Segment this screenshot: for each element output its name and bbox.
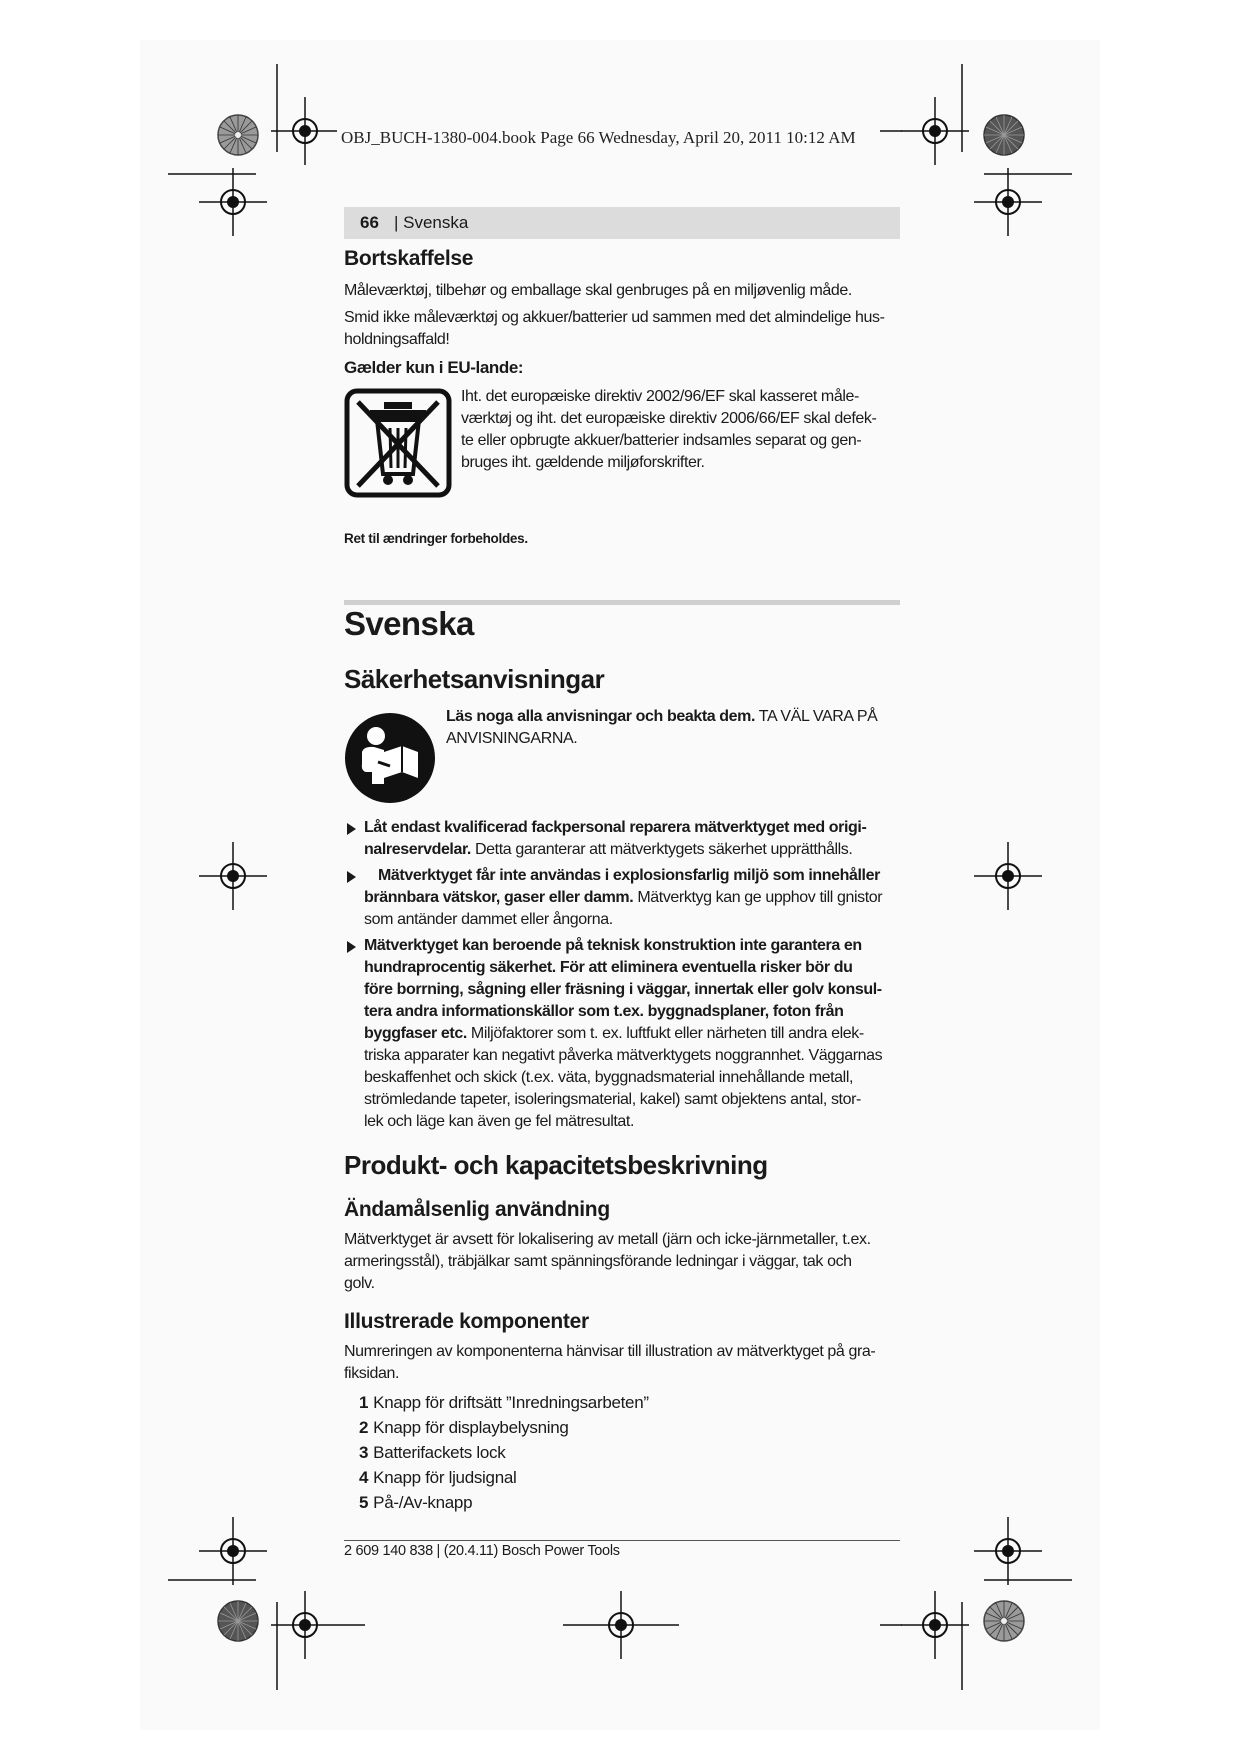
safety-bullet-1: Låt endast kvalificerad fackpersonal reparera mätverktyget med origi- nalreservdelar. Detta garanterar att mätverktygets säkerhet upprätthålls. [344, 817, 900, 861]
list-item: 4 Knapp för ljudsignal [359, 1468, 517, 1487]
disposal-heading: Bortskaffelse [344, 247, 474, 270]
bullet-triangle-icon [347, 941, 356, 953]
read-manual-icon [344, 712, 436, 804]
safety-bullet-2: Mätverktyget får inte användas i explosionsfarlig miljö som innehåller brännbara vätskor, gaser eller damm. Mätverktyg kan ge upphov till gnistor som antänder dammet eller ångorna. [344, 865, 900, 931]
header-language: | Svenska [394, 213, 469, 232]
intended-use-text: Mätverktyget är avsett för lokalisering av metall (järn och icke-järnmetaller, t.ex. armeringsstål), träbjälkar samt spänningsförande ledningar i väggar, tak och golv. [344, 1231, 871, 1292]
components-heading: Illustrerade komponenter [344, 1310, 589, 1333]
read-instructions-text: Läs noga alla anvisningar och beakta dem. TA VÄL VARA PÅ ANVISNINGARNA. [446, 708, 878, 747]
disposal-paragraph-2-line-1: Smid ikke måleværktøj og akkuer/batterier ud sammen med det almindelige hus- [344, 309, 885, 326]
disposal-paragraph-2-line-2: holdningsaffald! [344, 331, 450, 348]
list-item: 3 Batterifackets lock [359, 1443, 506, 1462]
disposal-paragraph-1: Måleværktøj, tilbehør og emballage skal genbruges på en miljøvenlig måde. [344, 282, 852, 299]
list-item: 5 På-/Av-knapp [359, 1493, 473, 1512]
weee-bin-icon [344, 388, 452, 498]
safety-heading: Säkerhetsanvisningar [344, 664, 605, 694]
safety-bullet-3: Mätverktyget kan beroende på teknisk konstruktion inte garantera en hundraprocentig säkerhet. För att eliminera eventuella risker bör du före borrning, sågning eller fräsning i väggar, innertak eller golv konsul- tera andra informationskällor som t.ex. byggnadsplaner, foton från byggfaser etc. Miljöfaktorer som t. ex. luftfukt eller närheten till andra elek- triska apparater kan negativt påverka mätverktygets noggrannhet. Väggarnas beskaffenhet och skick (t.ex. väta, byggnadsmaterial innehållande metall, strömledande tapeter, isoleringsmaterial, kakel) samt objektens antal, stor- lek och läge kan även ge fel mätresultat. [344, 935, 900, 1133]
book-info-line: OBJ_BUCH-1380-004.book Page 66 Wednesday, April 20, 2011 10:12 AM [337, 128, 860, 148]
list-item: 1 Knapp för driftsätt ”Inredningsarbeten” [359, 1393, 649, 1412]
components-intro: Numreringen av komponenterna hänvisar till illustration av mätverktyget på gra- fiksidan. [344, 1343, 876, 1382]
product-heading: Produkt- och kapacitetsbeskrivning [344, 1150, 768, 1180]
eu-heading: Gælder kun i EU-lande: [344, 358, 524, 377]
bullet-triangle-icon [347, 871, 356, 883]
footer-rule [344, 1540, 900, 1541]
bullet-triangle-icon [347, 823, 356, 835]
language-title: Svenska [344, 605, 474, 642]
page-footer: 2 609 140 838 | (20.4.11) Bosch Power Tools [344, 1543, 620, 1559]
page-number: 66 [360, 213, 379, 232]
intended-use-heading: Ändamålsenlig användning [344, 1198, 610, 1221]
components-list [359, 1390, 879, 1515]
reservation-note: Ret til ændringer forbeholdes. [344, 531, 528, 546]
list-item: 2 Knapp för displaybelysning [359, 1418, 569, 1437]
page-header [344, 207, 900, 239]
eu-directive-text: Iht. det europæiske direktiv 2002/96/EF skal kasseret måle- værktøj og iht. det europæiske direktiv 2006/66/EF skal defek- te eller opbrugte akkuer/batterier indsamles separat og gen- bruges iht. gældende miljøforskrifter. [461, 388, 877, 471]
